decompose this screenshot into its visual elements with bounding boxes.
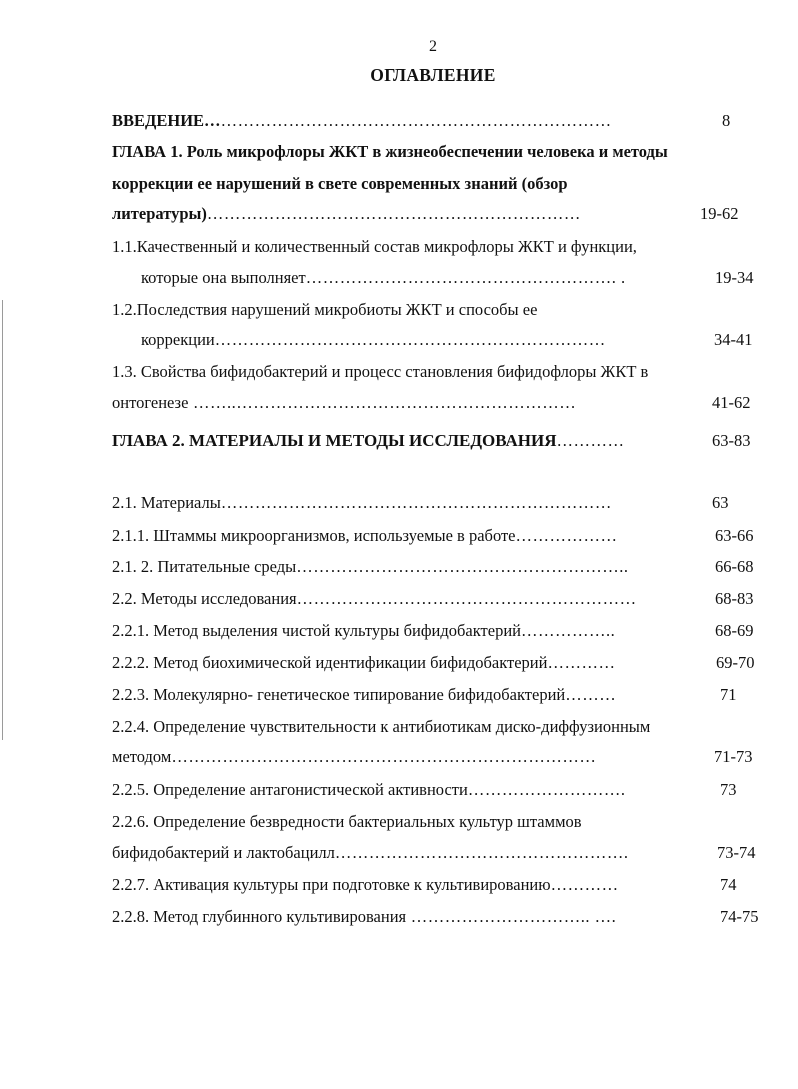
toc-entry-label: коррекции: [141, 330, 215, 349]
toc-title: ОГЛАВЛЕНИЕ: [370, 65, 496, 85]
toc-leader-dots: ………………: [515, 526, 618, 545]
toc-page-number: 34-41: [714, 330, 753, 349]
toc-leader-dots: …………: [550, 875, 619, 894]
toc-page-number: 41-62: [712, 393, 751, 412]
toc-leader-dots: ……………………………………………………: [296, 589, 637, 608]
toc-entry-label: бифидобактерий и лактобацилл: [112, 843, 335, 862]
toc-page-number: 68-69: [715, 621, 754, 640]
toc-entry-intro[interactable]: [112, 110, 612, 132]
toc-entry-label: 2.2.1. Метод выделения чистой культуры бифидобактерий: [112, 621, 521, 640]
toc-entry-2-2-1[interactable]: [112, 620, 615, 642]
toc-leader-dots: ……………………….: [467, 780, 626, 799]
toc-entry-chapter1-line2: коррекции ее нарушений в свете современных знаний (обзор: [112, 174, 568, 193]
toc-entry-label: 2.2.5. Определение антагонистической активности: [112, 780, 468, 799]
toc-leader-dots: …………………………………………………………: [206, 204, 581, 223]
toc-leader-dots: …………………………………………………………………: [171, 747, 597, 766]
toc-page-number: 74: [720, 875, 737, 894]
toc-leader-dots: ……………………………………………………………: [220, 111, 612, 130]
toc-entry-2-2[interactable]: [112, 588, 637, 610]
toc-entry-1-3-line2: [112, 392, 576, 414]
toc-leader-dots: ………: [565, 685, 617, 704]
toc-leader-dots: ………………………….. ….: [406, 907, 617, 926]
toc-entry-2-2-6-line2: [112, 842, 629, 864]
toc-entry-chapter1-line3: [112, 203, 581, 225]
toc-entry-2-1-1[interactable]: [112, 525, 618, 547]
toc-entry-1-2-line1[interactable]: 1.2.Последствия нарушений микробиоты ЖКТ и способы ее: [112, 300, 538, 319]
toc-entry-2-2-3[interactable]: [112, 684, 616, 706]
toc-entry-label: которые она выполняет: [141, 268, 306, 287]
toc-entry-label: 2.2.2. Метод биохимической идентификации бифидобактерий: [112, 653, 548, 672]
toc-leader-dots: …………………………………………………..: [296, 557, 629, 576]
toc-entry-2-2-4-line2: [112, 746, 596, 768]
toc-entry-label: ВВЕДЕНИЕ…: [112, 111, 221, 130]
toc-page-number: 19-34: [715, 268, 754, 287]
toc-page-number: 63: [712, 493, 729, 512]
toc-page-number: 66-68: [715, 557, 754, 576]
page-number: 2: [429, 38, 437, 55]
toc-entry-label: 2.1. Материалы: [112, 493, 221, 512]
toc-page-number: 68-83: [715, 589, 754, 608]
toc-entry-2-2-6-line1[interactable]: 2.2.6. Определение безвредности бактериальных культур штаммов: [112, 812, 582, 831]
toc-page-number: 19-62: [700, 204, 739, 223]
toc-page-number: 63-83: [712, 431, 751, 450]
toc-leader-dots: ……………………………………………………………: [220, 493, 612, 512]
toc-leader-dots: …………: [547, 653, 616, 672]
toc-leader-dots: ……………………………………………………………: [214, 330, 606, 349]
toc-leader-dots: …………: [556, 431, 625, 450]
toc-entry-label: литературы): [112, 204, 207, 223]
toc-entry-label: 2.2.3. Молекулярно- генетическое типирование бифидобактерий: [112, 685, 566, 704]
toc-entry-1-1-line2: [141, 267, 626, 289]
toc-entry-2-2-2[interactable]: [112, 652, 615, 674]
toc-leader-dots: ………………………………………………. .: [305, 268, 626, 287]
toc-leader-dots: ……………..: [521, 621, 616, 640]
toc-entry-1-1-line1[interactable]: 1.1.Качественный и количественный состав микрофлоры ЖКТ и функции,: [112, 237, 637, 256]
toc-page-number: 73: [720, 780, 737, 799]
toc-entry-label: методом: [112, 747, 172, 766]
toc-page-number: 74-75: [720, 907, 759, 926]
toc-entry-chapter1-line1[interactable]: ГЛАВА 1. Роль микрофлоры ЖКТ в жизнеобеспечении человека и методы: [112, 142, 668, 161]
toc-entry-2-2-7[interactable]: [112, 874, 619, 896]
toc-entry-label: 2.1. 2. Питательные среды: [112, 557, 297, 576]
toc-entry-1-2-line2: [141, 329, 606, 351]
toc-entry-2-2-5[interactable]: [112, 779, 625, 801]
toc-entry-2-2-8[interactable]: [112, 906, 616, 928]
page-edge-line: [2, 300, 3, 740]
toc-leader-dots: ……..……………………………………………………: [188, 393, 577, 412]
toc-page-number: 73-74: [717, 843, 756, 862]
toc-entry-label: 2.2.8. Метод глубинного культивирования: [112, 907, 407, 926]
toc-page-number: 69-70: [716, 653, 755, 672]
toc-entry-label: 2.2. Методы исследования: [112, 589, 297, 608]
toc-entry-2-2-4-line1[interactable]: 2.2.4. Определение чувствительности к антибиотикам диско-диффузионным: [112, 717, 651, 736]
toc-page-number: 71: [720, 685, 737, 704]
toc-page-number: 71-73: [714, 747, 753, 766]
toc-entry-label: онтогенезе: [112, 393, 189, 412]
toc-entry-2-1-2[interactable]: [112, 556, 629, 578]
toc-entry-label: 2.1.1. Штаммы микроорганизмов, используемые в работе: [112, 526, 516, 545]
toc-entry-label: ГЛАВА 2. МАТЕРИАЛЫ И МЕТОДЫ ИССЛЕДОВАНИЯ: [112, 431, 557, 450]
toc-page-number: 8: [722, 111, 731, 130]
toc-entry-1-3-line1[interactable]: 1.3. Свойства бифидобактерий и процесс становления бифидофлоры ЖКТ в: [112, 362, 649, 381]
toc-entry-2-1[interactable]: [112, 492, 612, 514]
toc-leader-dots: …………………………………………….: [334, 843, 629, 862]
toc-page-number: 63-66: [715, 526, 754, 545]
toc-entry-chapter2[interactable]: [112, 430, 625, 452]
toc-entry-label: 2.2.7. Активация культуры при подготовке к культивированию: [112, 875, 551, 894]
